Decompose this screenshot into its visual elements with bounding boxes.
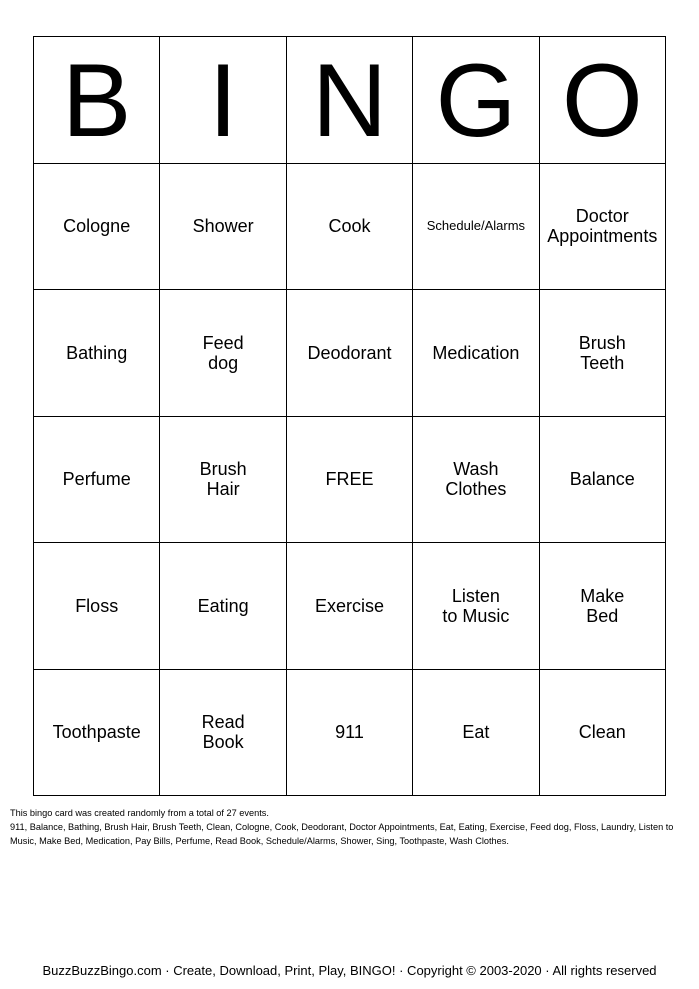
bingo-cell: Clean: [540, 670, 666, 797]
bingo-cell: Eat: [413, 670, 539, 797]
bingo-cell: Floss: [34, 543, 160, 670]
bingo-cell: Toothpaste: [34, 670, 160, 797]
header-letter-o: O: [540, 37, 666, 164]
header-letter-n: N: [287, 37, 413, 164]
header-letter-g: G: [413, 37, 539, 164]
bingo-cell: Read Book: [160, 670, 286, 797]
bingo-cell: Brush Hair: [160, 417, 286, 544]
bingo-cell: 911: [287, 670, 413, 797]
bingo-cell: Cologne: [34, 164, 160, 291]
bingo-cell: Exercise: [287, 543, 413, 670]
event-list-text: 911, Balance, Bathing, Brush Hair, Brush Teeth, Clean, Cologne, Cook, Deodorant, Doctor Appointments, Eat, Eating, Exercise, Feed dog, Floss, Laundry, Listen to Music, Make Bed, Medication, Pay Bills, Perfume, Read Book, Schedule/Alarms, Shower, Sing, Toothpaste, Wash Clothes.: [10, 822, 674, 846]
bingo-cell: Make Bed: [540, 543, 666, 670]
bingo-cell: Schedule/Alarms: [413, 164, 539, 291]
bingo-cell: Balance: [540, 417, 666, 544]
event-list-info: [10, 806, 690, 848]
bingo-cell: Brush Teeth: [540, 290, 666, 417]
bingo-cell: Medication: [413, 290, 539, 417]
bingo-cell: Feed dog: [160, 290, 286, 417]
event-count-text: This bingo card was created randomly from a total of 27 events.: [10, 808, 269, 818]
bingo-cell: Listen to Music: [413, 543, 539, 670]
bingo-cell: Cook: [287, 164, 413, 291]
bingo-cell: Wash Clothes: [413, 417, 539, 544]
bingo-cell: Doctor Appointments: [540, 164, 666, 291]
footer-copyright: BuzzBuzzBingo.com · Create, Download, Print, Play, BINGO! · Copyright © 2003-2020 · All rights reserved: [42, 963, 657, 978]
bingo-cell: Perfume: [34, 417, 160, 544]
bingo-cell: Deodorant: [287, 290, 413, 417]
bingo-cell: Eating: [160, 543, 286, 670]
bingo-card: [33, 36, 666, 796]
free-space-cell: FREE: [287, 417, 413, 544]
header-letter-i: I: [160, 37, 286, 164]
header-letter-b: B: [34, 37, 160, 164]
bingo-cell: Shower: [160, 164, 286, 291]
bingo-cell: Bathing: [34, 290, 160, 417]
